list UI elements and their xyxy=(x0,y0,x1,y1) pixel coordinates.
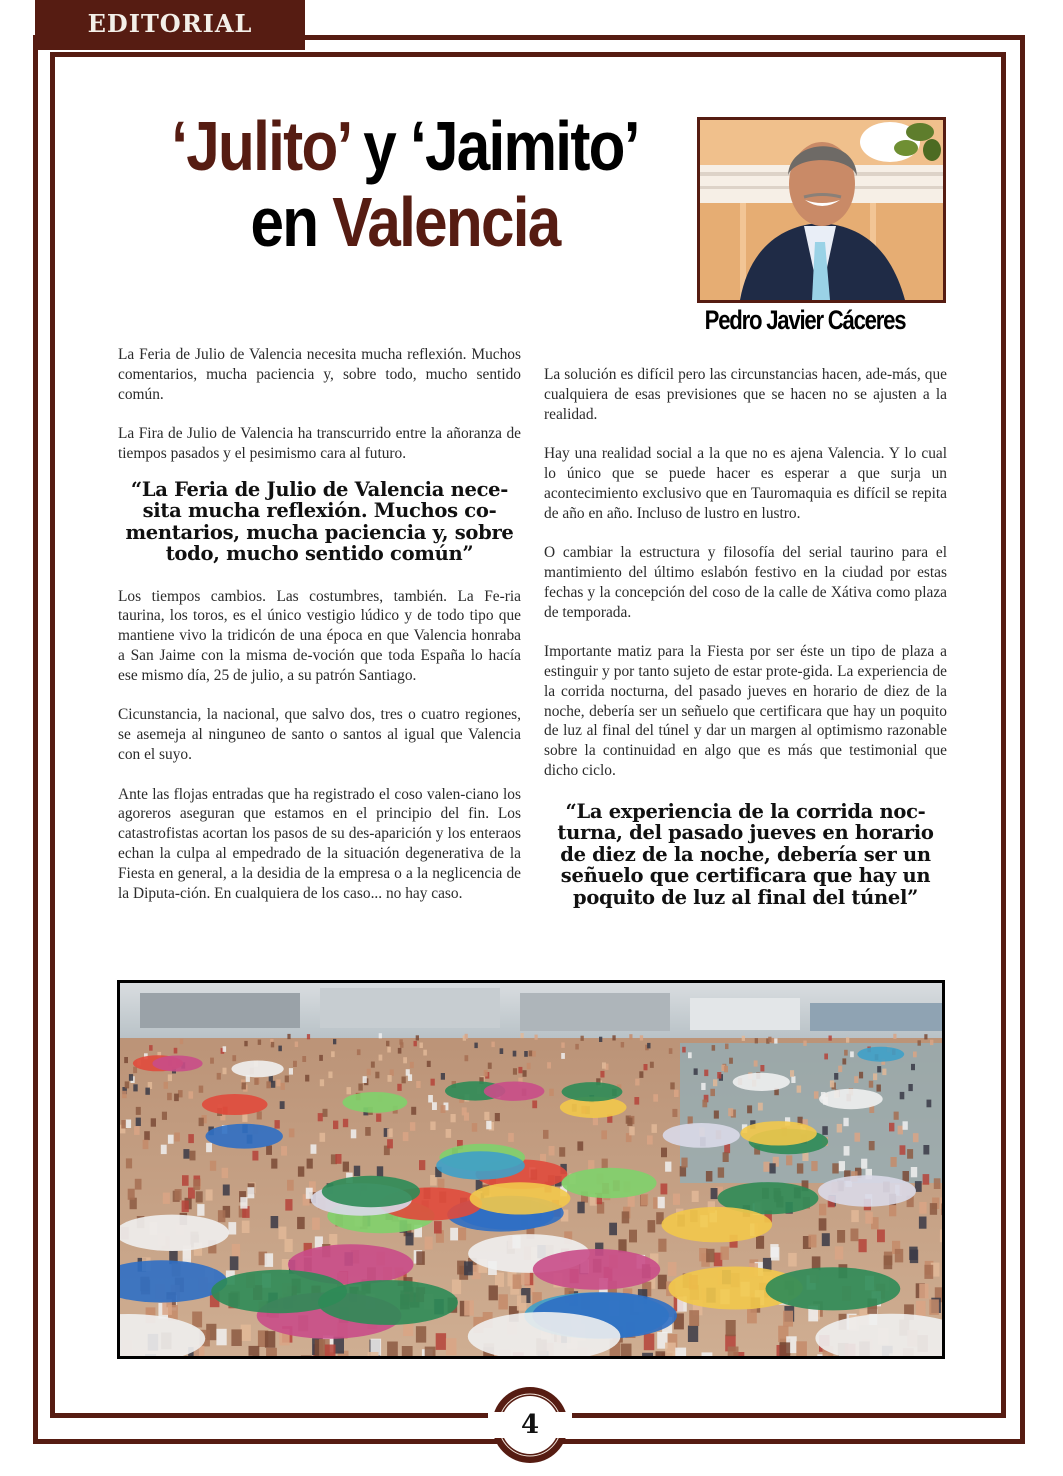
author-byline: Pedro Javier Cáceres xyxy=(704,305,906,335)
pullquote: “La Feria de Julio de Valencia nece-sita mucha reflexión. Muchos co-mentarios, mucha paciencia y, sobre todo, mucho sentido común” xyxy=(125,477,514,566)
page-number-badge xyxy=(488,1383,572,1467)
article-column-right xyxy=(544,365,947,930)
author-photo xyxy=(697,117,946,303)
article-column-left xyxy=(118,345,521,923)
headline-jaimito: y ‘Jaimito’ xyxy=(348,107,639,185)
paragraph: La Feria de Julio de Valencia necesita mucha reflexión. Muchos comentarios, mucha paciencia y, sobre todo, mucho sentido común. xyxy=(118,346,521,403)
author-portrait-illustration xyxy=(700,120,943,300)
headline-valencia: Valencia xyxy=(332,183,560,261)
headline-en: en xyxy=(250,183,333,261)
paragraph: Los tiempos cambios. Las costumbres, también. La Fe-ria taurina, los toros, es el único vestigio lúdico y de todo tipo que mantiene vivo la tridicón de una época en que Valencia honraba a San Jaime con la misma de-voción que toda España lo hacía ese mismo día, 25 de julio, a su patrón Santiago. xyxy=(118,587,521,684)
paragraph: La solución es difícil pero las circunstancias hacen, ade-más, que cualquiera de esas previsiones que se hacen no se ajusten a la realidad. xyxy=(544,366,947,423)
page-number: 4 xyxy=(520,1410,540,1440)
paragraph: Ante las flojas entradas que ha registrado el coso valen-ciano los agoreros aseguran que estamos en el principio del fin. Los catastrofistas acortan los pasos de su des-aparición y los enteraos echan la culpa al empedrado de la situación degenerativa de la Fiesta en general, a la desidia de la empresa o a la neglicencia de la Diputa-ción. En cualquiera de los caso... no hay caso. xyxy=(118,785,521,902)
paragraph: Cicunstancia, la nacional, que salvo dos, tres o cuatro regiones, se asemeja al ninguneo de santo o santos al igual que Valencia con el suyo. xyxy=(118,706,521,763)
beach-crowd-illustration xyxy=(120,983,942,1356)
section-label: EDITORIAL xyxy=(35,0,305,50)
headline xyxy=(160,108,650,260)
paragraph: Importante matiz para la Fiesta por ser éste un tipo de plaza a estinguir y por tanto sujeto de estar prote-gida. La experiencia de la corrida nocturna, del pasado jueves en horario de diez de la noche, debería ser un señuelo que certificara que hay un poquito de luz al final del túnel y dar un margen al optimismo razonable sobre la continuidad en algo que es más que testimonial que dicho ciclo. xyxy=(544,643,947,779)
paragraph: Hay una realidad social a la que no es ajena Valencia. Y lo cual lo único que se puede hacer es esperar a que surja un acontecimiento exclusivo que en Tauromaquia es difícil se repita de año en año. Incluso de lustro en lustro. xyxy=(544,445,947,522)
paragraph: O cambiar la estructura y filosofía del serial taurino para el mantimiento del último eslabón festivo en la ciudad por estas fechas y la concepción del coso de la calle de Xátiva como plaza de temporada. xyxy=(544,544,947,621)
pullquote: “La experiencia de la corrida noc-turna, del pasado jueves en horario de diez de la noche, debería ser un señuelo que certificara que hay un poquito de luz al final del túnel” xyxy=(557,799,934,909)
paragraph: La Fira de Julio de Valencia ha transcurrido entre la añoranza de tiempos pasados y el pesimismo cara al futuro. xyxy=(118,425,521,462)
headline-julito: ‘Julito’ xyxy=(171,107,349,185)
beach-crowd-photo xyxy=(117,980,945,1359)
